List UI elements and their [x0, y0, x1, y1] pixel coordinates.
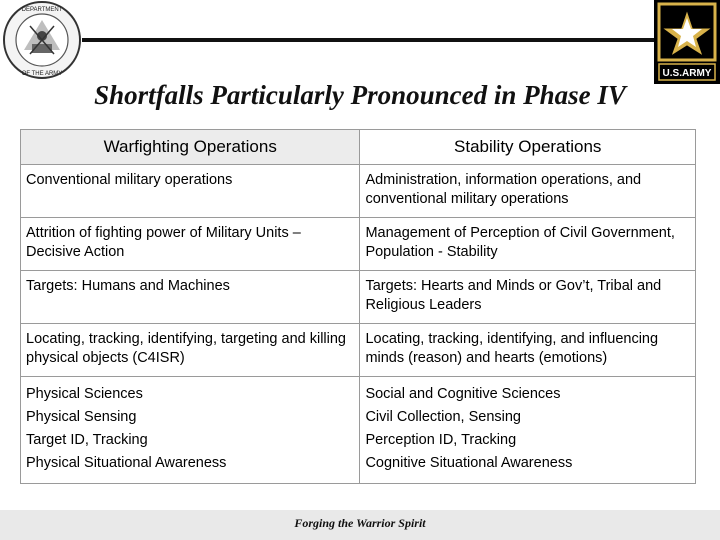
cell-line: Cognitive Situational Awareness: [365, 455, 573, 471]
cell-line: Perception ID, Tracking: [365, 432, 517, 448]
cell-line: Physical Sensing: [26, 409, 137, 425]
cell-text: Targets: Hearts and Minds or Gov’t, Tribal and Religious Leaders: [365, 278, 662, 313]
table-header-row: [21, 130, 696, 165]
svg-text:U.S.ARMY: U.S.ARMY: [662, 68, 712, 79]
cell-line: Social and Cognitive Sciences: [365, 386, 561, 402]
table-cell: [360, 377, 696, 484]
table-cell: [21, 165, 360, 218]
table-cell: [21, 377, 360, 484]
comparison-table: [20, 129, 696, 484]
footer-slogan: Forging the Warrior Spirit: [294, 516, 426, 530]
table-cell: [21, 271, 360, 324]
table-cell: [21, 324, 360, 377]
table-cell: [360, 218, 696, 271]
cell-text: Conventional military operations: [26, 172, 233, 188]
column-header-stability: Stability Operations: [360, 130, 696, 165]
cell-text: Locating, tracking, identifying, targeting and killing physical objects (C4ISR): [26, 331, 346, 366]
table-cell: [360, 271, 696, 324]
column-header-warfighting: Warfighting Operations: [21, 130, 360, 165]
cell-text: Management of Perception of Civil Government, Population - Stability: [365, 225, 675, 260]
table-cell: [21, 218, 360, 271]
page-title: Shortfalls Particularly Pronounced in Phase IV: [94, 80, 626, 110]
svg-text:OF THE ARMY: OF THE ARMY: [21, 71, 63, 77]
table-row: [21, 218, 696, 271]
cell-text: Administration, information operations, and conventional military operations: [365, 172, 642, 207]
army-seal-icon: [2, 0, 82, 80]
header-rule: [82, 38, 654, 42]
cell-line: Physical Sciences: [26, 386, 143, 402]
table-row: [21, 324, 696, 377]
cell-line: Target ID, Tracking: [26, 432, 148, 448]
table-row: [21, 271, 696, 324]
svg-text:DEPARTMENT: DEPARTMENT: [21, 7, 63, 13]
cell-text: Attrition of fighting power of Military Units – Decisive Action: [26, 225, 301, 260]
cell-line: Physical Situational Awareness: [26, 455, 227, 471]
table-row: [21, 377, 696, 484]
table-row: [21, 165, 696, 218]
cell-text: Locating, tracking, identifying, and influencing minds (reason) and hearts (emotions): [365, 331, 659, 366]
cell-text: Targets: Humans and Machines: [26, 278, 230, 294]
us-army-star-logo-icon: [654, 0, 720, 84]
table-cell: [360, 324, 696, 377]
table-cell: [360, 165, 696, 218]
cell-line: Civil Collection, Sensing: [365, 409, 521, 425]
